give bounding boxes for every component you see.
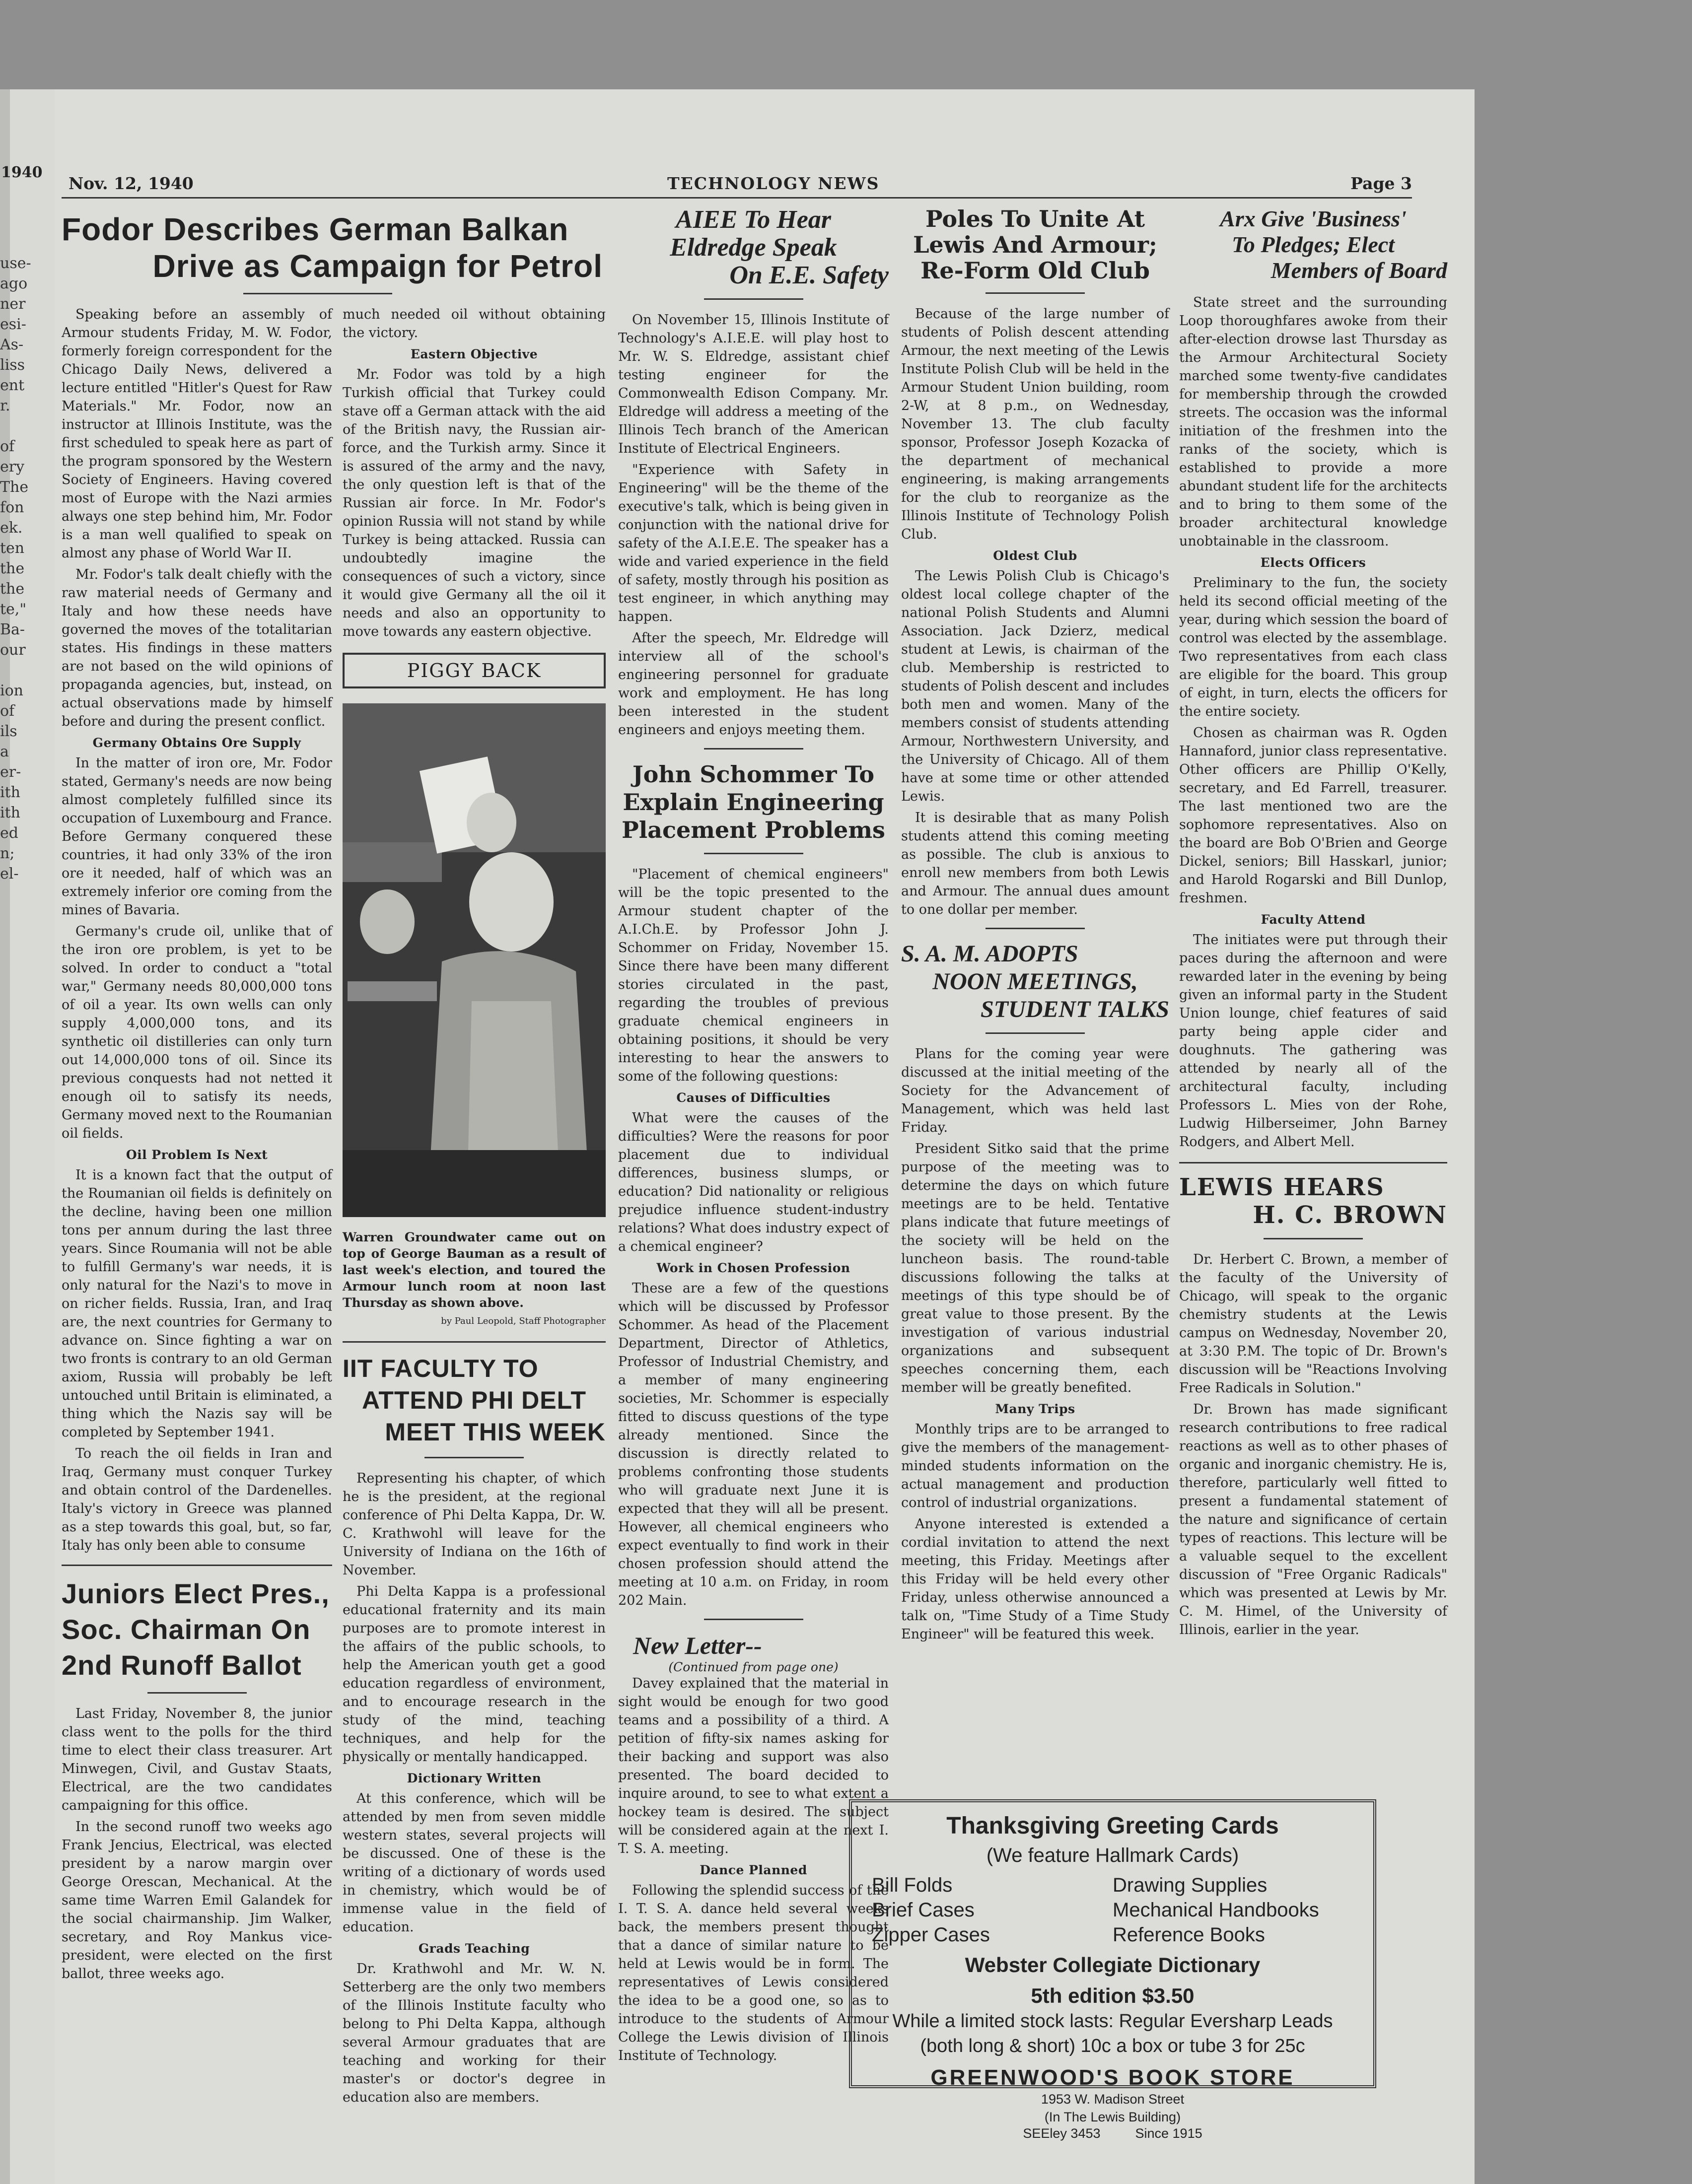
sam-top-rule bbox=[986, 928, 1085, 929]
iit-subhead-dictionary: Dictionary Written bbox=[407, 1771, 542, 1785]
bookstore-advertisement bbox=[849, 1799, 1376, 2141]
lewis-headline bbox=[1179, 1173, 1447, 1229]
edge-fragment: ery bbox=[0, 458, 25, 476]
schommer-top-rule bbox=[704, 748, 803, 750]
sam-p3: Monthly trips are to be arranged to give the members of the management-minded students information on the actual management and production control of industrial organizations. bbox=[901, 1422, 1169, 1510]
arx-p1: State street and the surrounding Loop thoroughfares awoke from their after-election drowse last Thursday as the Armour Architectural Society marched some twenty-five candidates for membership through the crowded streets. The occasion was the informal initiation of the freshmen into the ranks of the society, which is established to provide a more abundant student life for the architects and to bring to them some of the broader architectural knowledge unobtainable in the classroom. bbox=[1179, 295, 1447, 549]
ad-subtitle: (We feature Hallmark Cards) bbox=[986, 1844, 1239, 1866]
poles-headline bbox=[901, 206, 1169, 283]
ad-address-line2: (In The Lewis Building) bbox=[1044, 2110, 1181, 2124]
edge-fragment bbox=[0, 660, 52, 681]
poles-headline-line2: Lewis And Armour; bbox=[913, 231, 1157, 258]
piggy-back-title: PIGGY BACK bbox=[343, 653, 606, 688]
fodor-p3: In the matter of iron ore, Mr. Fodor stated, Germany's needs are now being almost completely fulfilled since its occupation of Luxembourg and France. Before Germany conquered these countries, it had only 33% of the iron ore it needed, half of which was an extremely inferior ore coming from the mines of Bavaria. bbox=[62, 755, 332, 918]
ad-item: Bill Folds bbox=[872, 1874, 953, 1896]
sam-rule bbox=[986, 1032, 1085, 1034]
fodor-article-continued bbox=[343, 305, 606, 641]
schommer-headline bbox=[618, 760, 889, 844]
edge-fragment: ils bbox=[0, 723, 17, 740]
sam-headline-line3: STUDENT TALKS bbox=[980, 996, 1169, 1023]
edge-fragment: ago bbox=[0, 275, 28, 292]
lewis-rule bbox=[1264, 1238, 1363, 1239]
poles-p2: The Lewis Polish Club is Chicago's oldest local college chapter of the national Polish Students and Alumni Association. Jack Dzierz, medical student at Lewis, is chairman of the club. Membership is restricted to students of Polish descent and includes both men and women. Many of the members consist of students attending Armour, Northwestern University, and the University of Chicago. All of them have at some time or other attended Lewis. bbox=[901, 568, 1169, 804]
ad-item: Brief Cases bbox=[872, 1899, 975, 1921]
edge-fragment: ed bbox=[0, 824, 18, 842]
fodor-rule bbox=[243, 293, 392, 294]
edge-fragment: ek. bbox=[0, 519, 23, 537]
edge-fragment: el- bbox=[0, 865, 19, 883]
schommer-p3: These are a few of the questions which will be discussed by Professor Schommer. As head of the Placement Department, Director of Athletics, Professor of Industrial Chemistry, and a member of many engineering societies, Mr. Schommer is especially fitted to discuss questions of the type already mentioned. Since the discussion is directly related to problems confronting those students who will graduate next June it is expected that they will all be present. However, all chemical engineers who expect eventually to find work in their chosen profession should attend the meeting at 10 a.m. on Friday, in room 202 Main. bbox=[618, 1281, 889, 1608]
fodor-c2-p1: much needed oil without obtaining the victory. bbox=[343, 307, 606, 341]
lewis-headline-line1: LEWIS HEARS bbox=[1179, 1173, 1385, 1201]
edge-fragment: ith bbox=[0, 784, 20, 801]
fodor-subhead-ore: Germany Obtains Ore Supply bbox=[92, 736, 301, 750]
arx-p3: Chosen as chairman was R. Ogden Hannaford, junior class representative. Other officers are Phillip O'Kelly, secretary, and Ed Farrell, treasurer. The last mentioned two are the sophomore representatives. Also on the board are Bob O'Brien and George Dickel, seniors; Bill Hasskarl, junior; and Harold Rogarski and Bill Dunlop, freshmen. bbox=[1179, 725, 1447, 906]
schommer-p2: What were the causes of the difficulties? Were the reasons for poor placement due to individual differences, business slumps, or education? Did nationality or religious prejudice influence student-industry relations? What does industry expect of a chemical engineer? bbox=[618, 1110, 889, 1254]
photo-credit: by Paul Leopold, Staff Photographer bbox=[441, 1316, 606, 1326]
issue-date: Nov. 12, 1940 bbox=[69, 174, 194, 193]
edge-year: 1940 bbox=[1, 164, 43, 181]
ad-since: Since 1915 bbox=[1135, 2126, 1202, 2141]
header-rule bbox=[62, 197, 1412, 199]
column-5 bbox=[1179, 206, 1447, 1642]
aiee-p1: On November 15, Illinois Institute of Technology's A.I.E.E. will play host to Mr. W. S. Eldredge, assistant chief testing engineer for the Commonwealth Edison Company. Mr. Eldredge will address a meeting of the Illinois Tech branch of the American Institute of Electrical Engineers. bbox=[618, 312, 889, 456]
schommer-headline-line2: Explain Engineering bbox=[623, 789, 884, 816]
edge-fragment: our bbox=[0, 641, 26, 659]
ad-item: Zipper Cases bbox=[872, 1924, 990, 1946]
arx-p2: Preliminary to the fun, the society held its second official meeting of the year, during which session the board of control was elected by the assemblage. Two representatives from each class are eligible for the board. This group of eight, in turn, elects the officers for the entire society. bbox=[1179, 575, 1447, 719]
sam-p1: Plans for the coming year were discussed at the initial meeting of the Society for the Advancement of Management, which was held last Friday. bbox=[901, 1046, 1169, 1135]
edge-fragment: liss bbox=[0, 356, 25, 374]
aiee-p3: After the speech, Mr. Eldredge will interview all of the school's engineering personnel for graduate work and employment. He has long been interested in the student engineers and enjoys meeting them. bbox=[618, 630, 889, 738]
iit-article bbox=[343, 1469, 606, 2107]
publication-name: TECHNOLOGY NEWS bbox=[667, 174, 880, 193]
page-number: Page 3 bbox=[1350, 174, 1412, 193]
fodor-p5: It is a known fact that the output of the Roumanian oil fields is definitely on the decline, having been one million tons per annum during the last three years. Since Roumania will not be able to fulfill Germany's war needs, it is only natural for the Nazi's to move in on richer fields. Russia, Iran, and Iraq are, the next countries for Germany to advance on. Since fighting a war on two fronts is contrary to an old German axiom, Russia will probably be left untouched until Britain is eliminated, a thing which the Nazis say will be completed by September 1941. bbox=[62, 1167, 332, 1440]
edge-fragment: ion bbox=[0, 682, 23, 699]
arx-headline bbox=[1179, 206, 1447, 283]
aiee-headline-line3: On E.E. Safety bbox=[729, 261, 889, 289]
column-4 bbox=[901, 206, 1169, 1646]
juniors-headline-line2: Soc. Chairman On bbox=[62, 1614, 311, 1645]
fodor-p1: Speaking before an assembly of Armour students Friday, M. W. Fodor, formerly foreign correspondent for the Chicago Daily News, delivered a lecture entitled "Hitler's Quest for Raw Materials." Mr. Fodor, now an instructor at Illinois Institute, was the first scheduled to speak here as part of the program sponsored by the Western Society of Engineers. Having covered most of Europe with the Nazi armies always one step behind him, Mr. Fodor is a man well qualified to speak on almost any phase of World War II. bbox=[62, 307, 332, 561]
ad-dictionary-line2: 5th edition $3.50 bbox=[1031, 1984, 1195, 2007]
column-2 bbox=[343, 305, 606, 2110]
lewis-article bbox=[1179, 1250, 1447, 1639]
newsletter-article bbox=[618, 1674, 889, 2065]
edge-fragment: Ba- bbox=[0, 621, 25, 638]
iit-p1: Representing his chapter, of which he is the president, at the regional conference of Phi Delta Kappa, Dr. W. C. Krathwohl will leave for the University of Indiana on the 16th of November. bbox=[343, 1471, 606, 1578]
fodor-subhead-oil: Oil Problem Is Next bbox=[126, 1148, 268, 1162]
ad-store-name: GREENWOOD'S BOOK STORE bbox=[930, 2065, 1295, 2090]
fodor-headline-line1: Fodor Describes German Balkan bbox=[62, 211, 569, 247]
poles-subhead-oldest: Oldest Club bbox=[993, 548, 1077, 563]
arx-headline-line2: To Pledges; Elect bbox=[1232, 232, 1395, 257]
edge-fragment: ith bbox=[0, 804, 20, 821]
aiee-headline bbox=[618, 206, 889, 289]
newsletter-subhead-dance: Dance Planned bbox=[700, 1863, 807, 1877]
poles-p3: It is desirable that as many Polish students attend this coming meeting as possible. The club is anxious to enroll new members from both Lewis and Armour. The annual dues amount to one dollar per member. bbox=[901, 810, 1169, 917]
juniors-headline-line1: Juniors Elect Pres., bbox=[62, 1578, 330, 1609]
iit-p4: Dr. Krathwohl and Mr. W. N. Setterberg are the only two members of the Illinois Institute faculty who belong to Phi Delta Kappa, although several Armour graduates that are teaching and working for their master's or doctor's degree in education also are members. bbox=[343, 1961, 606, 2105]
poles-article bbox=[901, 305, 1169, 919]
edge-fragment: a bbox=[0, 743, 9, 760]
edge-fragment: ner bbox=[0, 295, 26, 313]
sam-subhead-trips: Many Trips bbox=[995, 1402, 1075, 1416]
sam-headline-line1: S. A. M. ADOPTS bbox=[901, 941, 1078, 967]
ad-dictionary-line1: Webster Collegiate Dictionary bbox=[965, 1953, 1261, 1977]
fodor-article bbox=[62, 305, 332, 1555]
edge-fragment: use- bbox=[0, 255, 31, 272]
iit-headline-line3: MEET THIS WEEK bbox=[385, 1418, 606, 1446]
arx-headline-line1: Arx Give 'Business' bbox=[1220, 206, 1407, 231]
edge-fragment: ent bbox=[0, 377, 25, 394]
arx-article bbox=[1179, 293, 1447, 1151]
ad-item: Reference Books bbox=[1113, 1924, 1265, 1946]
schommer-rule bbox=[704, 853, 803, 854]
aiee-p2: "Experience with Safety in Engineering" will be the theme of the executive's talk, which is being given in conjunction with the national drive for safety of the A.I.E.E. The speaker has a wide and varied experience in the field of safety, mostly through his position as test engineer, in which anything may happen. bbox=[618, 462, 889, 624]
fodor-headline-line2: Drive as Campaign for Petrol bbox=[152, 248, 603, 284]
iit-rule bbox=[424, 1457, 524, 1458]
poles-headline-line1: Poles To Unite At bbox=[925, 205, 1145, 232]
poles-rule bbox=[986, 292, 1085, 294]
edge-fragment bbox=[0, 416, 52, 436]
edge-fragment: the bbox=[0, 560, 25, 577]
schommer-article bbox=[618, 865, 889, 1610]
iit-headline bbox=[343, 1353, 606, 1448]
iit-p3: At this conference, which will be attended by men from seven middle western states, several projects will be discussed. One of these is the writing of a dictionary of words used in chemistry, which would be of immense value in the field of education. bbox=[343, 1791, 606, 1935]
fodor-p2: Mr. Fodor's talk dealt chiefly with the raw material needs of Germany and Italy and how these needs have governed the moves of the totalitarian states. His findings in these matters are not based on the wild opinions of propaganda agencies, but, instead, on actual observations made by himself before and during the present conflict. bbox=[62, 567, 332, 729]
fodor-headline bbox=[62, 211, 603, 284]
newsletter-p1: Davey explained that the material in sight would be enough for two good teams and a possibility of a third. A petition of fifty-six names asking for their backing and support was also presented. The board decided to inquire around, to see to what extent a hockey team is desired. The subject will be considered again at the next I. T. S. A. meeting. bbox=[618, 1676, 889, 1856]
aiee-article bbox=[618, 311, 889, 739]
lewis-p1: Dr. Herbert C. Brown, a member of the faculty of the University of Chicago, will speak to the organic chemistry students at the Lewis campus on Wednesday, November 20, at 3:30 P.M. The topic of Dr. Brown's discussion will be "Reactions Involving Free Radicals in Solution." bbox=[1179, 1252, 1447, 1396]
newsletter-rule bbox=[704, 1619, 803, 1620]
fodor-p6: To reach the oil fields in Iran and Iraq, Germany must conquer Turkey and obtain control of the Dardenelles. Italy's victory in Greece was planned as a step towards this goal, but, so far, Italy has only been able to consume bbox=[62, 1446, 332, 1553]
schommer-subhead-causes: Causes of Difficulties bbox=[676, 1091, 831, 1105]
page-header bbox=[62, 174, 1412, 204]
newsletter-p2: Following the splendid success of the I. T. S. A. dance held several weeks back, the members present thought that a dance of similar nature to be held at Lewis would be in form. The representatives of Lewis considered the idea to be a good one, so as to introduce to the students of Armour College the Lewis division of Illinois Institute of Technology. bbox=[618, 1883, 889, 2063]
arx-headline-line3: Members of Board bbox=[1270, 258, 1447, 283]
iit-headline-line2: ATTEND PHI DELT bbox=[361, 1386, 586, 1414]
schommer-subhead-work: Work in Chosen Profession bbox=[656, 1261, 850, 1275]
lewis-headline-line2: H. C. BROWN bbox=[1253, 1201, 1447, 1229]
schommer-headline-line1: John Schommer To bbox=[632, 761, 875, 788]
sam-headline bbox=[901, 940, 1169, 1024]
juniors-headline bbox=[62, 1576, 332, 1683]
ad-item: Mechanical Handbooks bbox=[1113, 1899, 1319, 1921]
edge-fragment: The bbox=[0, 478, 29, 496]
adjacent-page-edge bbox=[0, 89, 55, 2184]
piggy-back-photo bbox=[343, 703, 606, 1217]
column-rule-5 bbox=[1179, 1162, 1447, 1163]
piggy-back-caption: Warren Groundwater came out on top of George Bauman as a result of last week's election, and toured the Armour lunch room at noon last Thursday as shown above. bbox=[343, 1230, 606, 1310]
juniors-headline-line3: 2nd Runoff Ballot bbox=[62, 1649, 302, 1681]
edge-fragment: fon bbox=[0, 499, 24, 516]
column-rule bbox=[62, 1565, 332, 1566]
arx-subhead-faculty: Faculty Attend bbox=[1261, 912, 1366, 927]
ad-phone: SEEley 3453 bbox=[1023, 2126, 1101, 2141]
column-rule-2 bbox=[343, 1341, 606, 1343]
sam-headline-line2: NOON MEETINGS, bbox=[932, 968, 1138, 995]
juniors-article bbox=[62, 1705, 332, 1983]
sam-p2: President Sitko said that the prime purpose of the meeting was to determine the days on which future meetings are to be held. Tentative plans indicate that future meetings of the society will be held on the luncheon basis. The round-table discussions following the talks at meetings of this type should be of great value to those present. By the investigation of various industrial organizations and subsequent speeches concerning them, each member will be greatly benefited. bbox=[901, 1141, 1169, 1395]
ad-offer-line2: (both long & short) 10c a box or tube 3 for 25c bbox=[920, 2036, 1305, 2056]
edge-fragment: As- bbox=[0, 336, 24, 353]
edge-fragment: ten bbox=[0, 540, 25, 557]
edge-fragment: the bbox=[0, 580, 25, 598]
iit-subhead-grads: Grads Teaching bbox=[418, 1941, 530, 1956]
edge-fragment: er- bbox=[0, 763, 21, 781]
column-3 bbox=[618, 206, 889, 2068]
fodor-c2-p2: Mr. Fodor was told by a high Turkish official that Turkey could stave off a German attack with the aid of the British navy, the Russian air-force, and the Turkish army. Since it is assured of the army and the navy, the only question left is that of the Russian air force. In Mr. Fodor's opinion Russia will not stand by while Turkey is being attacked. Russia can undoubtedly imagine the consequences of such a victory, since it would give Germany all the oil it needs and also an opportunity to move towards any eastern objective. bbox=[343, 367, 606, 639]
edge-fragment: r. bbox=[0, 397, 10, 414]
aiee-headline-line1: AIEE To Hear bbox=[675, 205, 832, 234]
poles-headline-line3: Re-Form Old Club bbox=[920, 257, 1150, 284]
iit-p2: Phi Delta Kappa is a professional educational fraternity and its main purposes are to promote interest in the affairs of the public schools, to help the American youth get a good education regardless of environment, and to encourage research in the study of the mind, teaching techniques, and help for the physically or mentally handicapped. bbox=[343, 1584, 606, 1765]
sam-p4: Anyone interested is extended a cordial invitation to attend the next meeting, this Friday. Meetings after this Friday will be held every other Friday, unless otherwise announced a talk on, "Time Study of a Time Study Engineer" will be featured this week. bbox=[901, 1516, 1169, 1642]
ad-title: Thanksgiving Greeting Cards bbox=[946, 1813, 1279, 1839]
juniors-rule bbox=[147, 1692, 247, 1694]
edge-fragment: of bbox=[0, 702, 15, 720]
newsletter-continued: (Continued from page one) bbox=[668, 1660, 839, 1674]
column-1 bbox=[62, 305, 332, 1986]
newspaper-page bbox=[55, 89, 1475, 2184]
arx-p4: The initiates were put through their paces during the afternoon and were rewarded later in the evening by being given an informal party in the Student Union lounge, chief features of said party being apple cider and doughnuts. The gathering was attended by nearly all of the architectural faculty, including Professors L. Mies von der Rohe, Ludwig Hilberseimer, John Barney Rodgers, and Albert Mell. bbox=[1179, 932, 1447, 1150]
fodor-p4: Germany's crude oil, unlike that of the iron ore problem, is yet to be solved. In order to conduct a "total war," Germany needs 80,000,000 tons of oil a year. Its own wells can only supply 4,000,000 tons, and its synthetic oil distilleries can only turn out 14,000,000 tons of oil. Since its previous conquests had not netted it enough oil to satisfy its needs, Germany moved next to the Roumanian oil fields. bbox=[62, 924, 332, 1141]
juniors-p2: In the second runoff two weeks ago Frank Jencius, Electrical, was elected president by a narow margin over George Orescan, Mechanical. At the same time Warren Emil Galandek for the social chairmanship. Jim Walker, secretary, and Roy Mankus vice-president, were elected on the first ballot, three weeks ago. bbox=[62, 1819, 332, 1981]
schommer-p1: "Placement of chemical engineers" will be the topic presented to the Armour student chapter of the A.I.Ch.E. by Professor John J. Schommer on Friday, November 15. Since there have been many different stories circulated in the past, regarding the troubles of previous graduate chemical engineers in obtaining positions, it should be very interesting to hear the answers to some of the following questions: bbox=[618, 867, 889, 1084]
ad-item-list bbox=[872, 1873, 1353, 1947]
iit-headline-line1: IIT FACULTY TO bbox=[343, 1355, 539, 1382]
ad-offer-line1: While a limited stock lasts: Regular Eversharp Leads bbox=[892, 2011, 1333, 2032]
aiee-headline-line2: Eldredge Speak bbox=[670, 233, 837, 262]
edge-fragment: esi- bbox=[0, 316, 26, 333]
ad-contact bbox=[852, 2126, 1373, 2141]
edge-text-fragments bbox=[0, 253, 52, 884]
edge-fragment: n; bbox=[0, 845, 15, 862]
sam-article bbox=[901, 1045, 1169, 1643]
edge-fragment: te," bbox=[0, 601, 27, 618]
juniors-p1: Last Friday, November 8, the junior class went to the polls for the third time to elect their class treasurer. Art Minwegen, Civil, and Gustav Staats, Electrical, are the two candidates campaigning for this office. bbox=[62, 1706, 332, 1813]
fodor-subhead-eastern: Eastern Objective bbox=[410, 347, 538, 361]
aiee-rule bbox=[704, 298, 803, 300]
newsletter-headline: New Letter-- bbox=[633, 1632, 762, 1659]
schommer-headline-line3: Placement Problems bbox=[622, 817, 885, 843]
ad-item: Drawing Supplies bbox=[1113, 1874, 1268, 1896]
ad-address-line1: 1953 W. Madison Street bbox=[1041, 2092, 1185, 2107]
poles-p1: Because of the large number of students of Polish descent attending Armour, the next meeting of the Lewis Institute Polish Club will be held in the Armour Student Union building, room 2-W, at 8 p.m., on Wednesday, November 13. The club faculty sponsor, Professor Joseph Kozacka of the department of mechanical engineering, is making arrangements for the club to reorganize as the Illinois Institute of Technology Polish Club. bbox=[901, 306, 1169, 542]
arx-subhead-officers: Elects Officers bbox=[1260, 555, 1366, 570]
lewis-p2: Dr. Brown has made significant research contributions to free radical reactions as well as to other phases of organic and inorganic chemistry. He is, therefore, particularly well fitted to present a fundamental statement of the nature and significance of certain types of reactions. This lecture will be a valuable sequel to the excellent discussion of "Free Organic Radicals" which was presented at Lewis by Mr. C. M. Himel, of the University of Illinois, earlier in the year. bbox=[1179, 1402, 1447, 1638]
edge-fragment: of bbox=[0, 438, 15, 455]
